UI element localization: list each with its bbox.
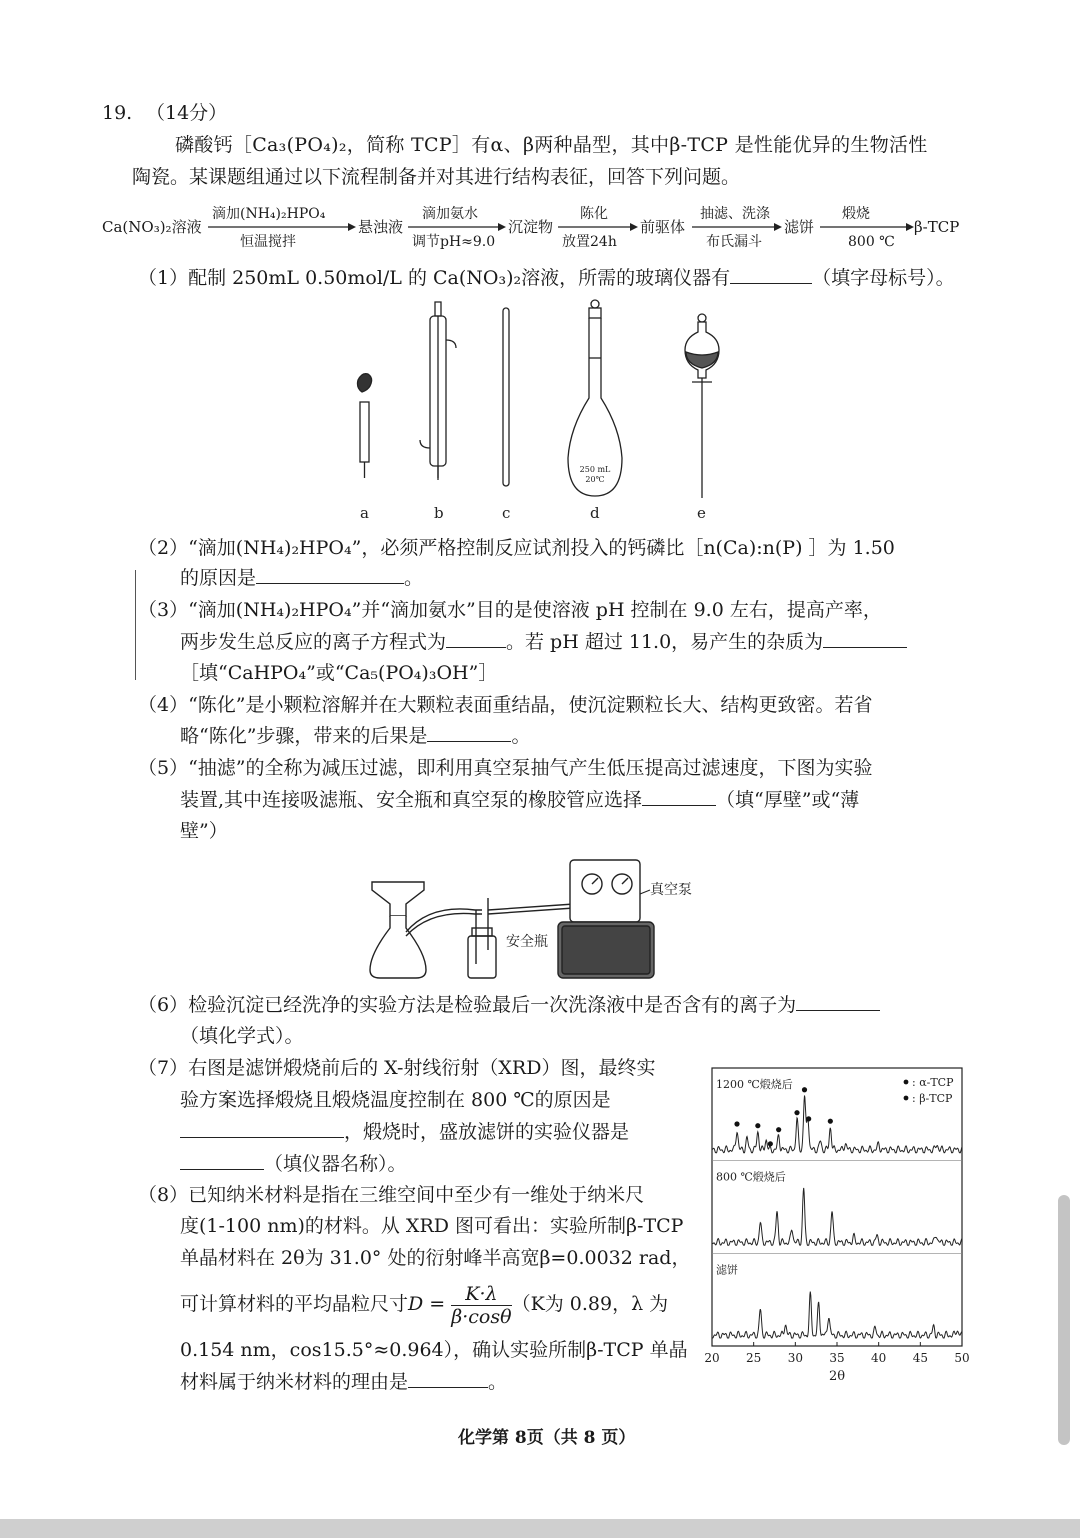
beta-tcp-marker (776, 1127, 781, 1132)
flow-step1-top: 滴加(NH₄)₂HPO₄ (212, 206, 326, 222)
q5-line-3: 壁”） (180, 820, 228, 842)
condenser-icon (420, 302, 456, 480)
formula-lhs: D = (408, 1293, 446, 1315)
question-number: 19. (102, 102, 133, 124)
q1-text: （1）配制 250mL 0.50mol/L 的 Ca(NO₃)₂溶液，所需的玻璃仪器有 (138, 267, 731, 289)
beta-tcp-marker (806, 1116, 811, 1121)
flow-step1-bottom: 恒温搅拌 (240, 234, 296, 250)
q4-line-1: （4）“陈化”是小颗粒溶解并在大颗粒表面重结晶，使沉淀颗粒长大、结构更致密。若省 (138, 694, 873, 716)
x-axis-label: 2θ (828, 1369, 846, 1384)
flow-end: β-TCP (914, 218, 960, 236)
xrd-panel-label: 800 ℃煅烧后 (716, 1170, 786, 1184)
flow-step2-bottom: 调节pH≈9.0 (412, 234, 496, 250)
pump-label: 真空泵 (650, 882, 692, 898)
q1-answer-blank[interactable] (730, 263, 812, 284)
margin-mark (135, 570, 136, 680)
q8-line-4 (180, 1282, 668, 1328)
flow-step3-bottom: 放置24h (562, 234, 617, 250)
flow-step4-bottom: 布氏漏斗 (706, 234, 762, 250)
flow-step2-top: 滴加氨水 (422, 206, 478, 222)
glassware-figure (340, 298, 740, 526)
q3-line-2 (180, 627, 907, 657)
q7-line-1: （7）右图是滤饼煅烧前后的 X-射线衍射（XRD）图，最终实 (138, 1057, 656, 1079)
q7-text: ，煅烧时，盛放滤饼的实验仪器是 (344, 1121, 630, 1143)
xrd-chart (700, 1066, 980, 1384)
flow-step5-bottom: 800 ℃ (848, 234, 895, 250)
q2-text: 的原因是 (180, 567, 257, 589)
flow-node-4: 滤饼 (784, 218, 815, 236)
q8-line-6 (180, 1367, 507, 1397)
alpha-tcp-marker (802, 1087, 807, 1092)
q4-text-end: 。 (511, 725, 531, 747)
q2-line-2 (180, 563, 423, 593)
legend-entry: : β-TCP (912, 1092, 953, 1105)
q7-line-4 (180, 1149, 407, 1179)
q6-line-1 (138, 990, 880, 1020)
flow-step4-top: 抽滤、洗涤 (700, 206, 770, 222)
q8-line-2: 度(1-100 nm)的材料。从 XRD 图可看出：实验所制β-TCP (180, 1215, 684, 1237)
flow-step3-top: 陈化 (580, 206, 608, 222)
apparatus-label-e: e (697, 504, 706, 522)
x-tick-label: 40 (871, 1351, 887, 1365)
legend-marker (904, 1080, 909, 1085)
flow-node-2: 沉淀物 (508, 218, 554, 236)
beta-tcp-marker (734, 1121, 739, 1126)
apparatus-label-c: c (502, 504, 511, 522)
q5-line-1: （5）“抽滤”的全称为减压过滤，即利用真空泵抽气产生低压提高过滤速度，下图为实验 (138, 757, 873, 779)
q8-text: 可计算材料的平均晶粒尺寸 (180, 1293, 409, 1315)
xrd-pattern-line (712, 1188, 962, 1245)
x-tick-label: 25 (746, 1351, 762, 1365)
xrd-panel-label: 滤饼 (716, 1263, 738, 1277)
q3-text: 两步发生总反应的离子方程式为 (180, 631, 447, 653)
q8-answer-blank[interactable] (408, 1367, 488, 1388)
q4-text: 略“陈化”步骤，带来的后果是 (180, 725, 428, 747)
apparatus-label-d: d (590, 504, 600, 522)
q8-text-period: 。 (488, 1371, 508, 1393)
dropper-icon (358, 374, 372, 478)
flow-node-3: 前驱体 (640, 218, 686, 236)
q5-text: 装置,其中连接吸滤瓶、安全瓶和真空泵的橡胶管应选择 (180, 789, 643, 811)
q5-answer-blank[interactable] (642, 785, 716, 806)
flow-arrowhead-5 (906, 223, 914, 231)
q6-text: （6）检验沉淀已经洗净的实验方法是检验最后一次洗涤液中是否含有的离子为 (138, 994, 797, 1016)
xrd-frame (712, 1068, 962, 1346)
volumetric-flask-icon (568, 300, 622, 496)
formula-denominator: β·cosθ (451, 1305, 512, 1328)
flow-arrowhead-2 (498, 223, 506, 231)
legend-entry: : α-TCP (912, 1076, 954, 1089)
page-footer: 化学第 8页（共 8 页） (458, 1428, 636, 1448)
vacuum-pump-icon (558, 860, 654, 978)
q5-text-end: （填“厚壁”或“薄 (716, 789, 860, 811)
q7-reason-blank[interactable] (180, 1117, 344, 1138)
q8-line-5: 0.154 nm，cos15.5°≈0.964），确认实验所制β-TCP 单晶 (180, 1339, 688, 1361)
q5-line-2 (180, 785, 859, 815)
q3-equation-blank[interactable] (446, 627, 506, 648)
q2-text-end: 。 (404, 567, 424, 589)
x-tick-label: 30 (787, 1351, 803, 1365)
beta-tcp-marker (828, 1119, 833, 1124)
beta-tcp-marker (794, 1110, 799, 1115)
q2-answer-blank[interactable] (256, 563, 404, 584)
q7-instrument-blank[interactable] (180, 1149, 264, 1170)
apparatus-label-a: a (360, 504, 369, 522)
safety-bottle-label: 安全瓶 (506, 934, 548, 950)
buchner-funnel-icon (372, 882, 424, 916)
q2-line-1: （2）“滴加(NH₄)₂HPO₄”，必须严格控制反应试剂投入的钙磷比［n(Ca):n(P) ］为 1.50 (138, 537, 895, 559)
q1-line (138, 263, 955, 293)
q3-impurity-blank[interactable] (823, 627, 907, 648)
x-tick-label: 50 (954, 1351, 970, 1365)
intro-line-2: 陶瓷。某课题组通过以下流程制备并对其进行结构表征，回答下列问题。 (132, 166, 741, 188)
apparatus-label-b: b (434, 504, 444, 522)
glass-rod-icon (503, 308, 509, 486)
legend-marker (904, 1096, 909, 1101)
q6-answer-blank[interactable] (796, 990, 880, 1011)
grain-size-formula (451, 1283, 511, 1328)
q3-text-mid: 。若 pH 超过 11.0，易产生的杂质为 (506, 631, 824, 653)
q1-text-end: （填字母标号）。 (812, 267, 955, 289)
vacuum-filtration-figure (360, 854, 730, 990)
flow-start: Ca(NO₃)₂溶液 (102, 218, 202, 236)
beta-tcp-marker (755, 1123, 760, 1128)
q7-line-2: 验方案选择煅烧且煅烧温度控制在 800 ℃的原因是 (180, 1089, 611, 1111)
flow-arrowhead-3 (630, 223, 638, 231)
flow-arrowhead-4 (774, 223, 782, 231)
flow-arrowhead-1 (348, 223, 356, 231)
intro-line-1: 磷酸钙［Ca₃(PO₄)₂，简称 TCP］有α、β两种晶型，其中β-TCP 是性能优异的生物活性 (175, 134, 928, 156)
beta-tcp-marker (768, 1141, 773, 1146)
question-score: （14分） (146, 102, 228, 124)
formula-numerator: K·λ (451, 1283, 511, 1306)
q4-answer-blank[interactable] (427, 721, 511, 742)
x-tick-label: 45 (912, 1351, 928, 1365)
process-flow (100, 200, 980, 256)
x-tick-label: 35 (829, 1351, 845, 1365)
q7-line-3 (180, 1117, 629, 1147)
suction-flask-icon (370, 909, 482, 978)
flask-temp-label: 20℃ (585, 475, 605, 484)
q8-text-end: 材料属于纳米材料的理由是 (180, 1371, 409, 1393)
q6-line-2: （填化学式）。 (180, 1025, 304, 1047)
vertical-scrollbar[interactable] (1058, 1195, 1070, 1445)
xrd-pattern-line (712, 1292, 962, 1338)
flow-step5-top: 煅烧 (842, 206, 870, 222)
flask-volume-label: 250 mL (579, 465, 611, 474)
q8-text-constants: （K为 0.89，λ 为 (511, 1293, 669, 1315)
q7-text-end: （填仪器名称）。 (264, 1153, 407, 1175)
flow-node-1: 悬浊液 (358, 218, 404, 236)
x-tick-label: 20 (704, 1351, 720, 1365)
bottom-edge-bar (0, 1519, 1080, 1538)
separatory-funnel-icon (685, 314, 719, 498)
q8-line-1: （8）已知纳米材料是指在三维空间中至少有一维处于纳米尺 (138, 1184, 645, 1206)
q8-line-3: 单晶材料在 2θ为 31.0° 处的衍射峰半高宽β=0.0032 rad， (180, 1247, 691, 1269)
q4-line-2 (180, 721, 530, 751)
q3-line-3: ［填“CaHPO₄”或“Ca₅(PO₄)₃OH”］ (180, 662, 498, 684)
q3-line-1: （3）“滴加(NH₄)₂HPO₄”并“滴加氨水”目的是使溶液 pH 控制在 9.0 左右，提高产率， (138, 599, 882, 621)
xrd-panel-label: 1200 ℃煅烧后 (716, 1078, 793, 1091)
